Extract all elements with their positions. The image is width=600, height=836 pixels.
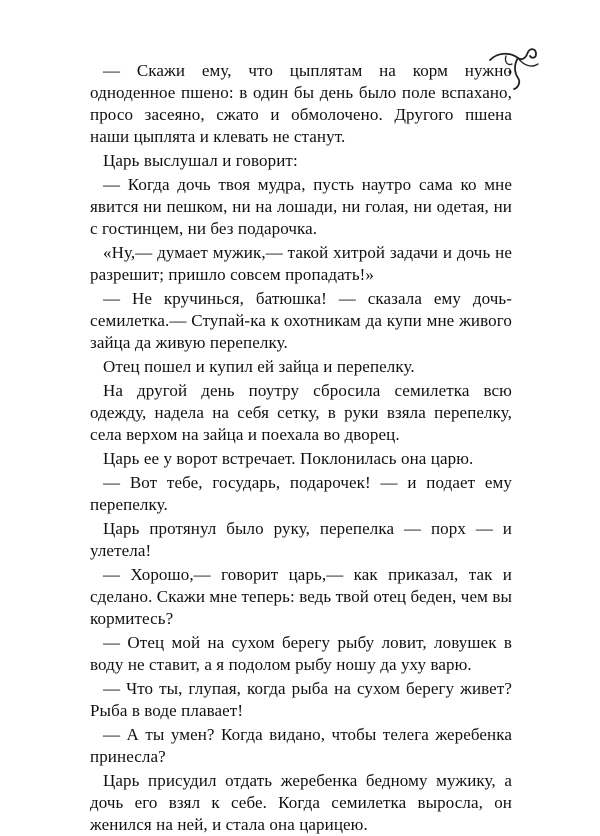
paragraph-08-text: Царь ее у ворот встречает. Поклонилась она царю.	[103, 449, 474, 468]
paragraph-13-text: — Что ты, глупая, когда рыба на сухом берегу живет? Рыба в воде плавает!	[90, 679, 512, 720]
paragraph-08	[90, 448, 512, 470]
paragraph-05-text: — Не кручинься, батюшка! — сказала ему дочь-семилетка.— Ступай-ка к охотникам да купи мне живого зайца да живую перепелку.	[90, 289, 512, 352]
paragraph-01-text: — Скажи ему, что цыплятам на корм нужно одноденное пшено: в один бы день было поле вспахано, просо засеяно, сжато и обмолочено. Другого пшена наши цыплята и клевать не станут.	[90, 61, 512, 146]
paragraph-10	[90, 518, 512, 562]
paragraph-07-text: На другой день поутру сбросила семилетка всю одежду, надела на себя сетку, в руки взяла перепелку, села верхом на зайца и поехала во дворец.	[90, 381, 512, 444]
paragraph-10-text: Царь протянул было руку, перепелка — порх — и улетела!	[90, 519, 512, 560]
paragraph-14-text: — А ты умен? Когда видано, чтобы телега жеребенка принесла?	[90, 725, 512, 766]
paragraph-06-text: Отец пошел и купил ей зайца и перепелку.	[103, 357, 415, 376]
paragraph-12-text: — Отец мой на сухом берегу рыбу ловит, ловушек в воду не ставит, а я подолом рыбу ношу да уху варю.	[90, 633, 512, 674]
paragraph-01	[90, 60, 512, 148]
paragraph-03	[90, 174, 512, 240]
paragraph-15	[90, 770, 512, 836]
paragraph-02	[90, 150, 512, 172]
paragraph-12	[90, 632, 512, 676]
paragraph-02-text: Царь выслушал и говорит:	[103, 151, 298, 170]
paragraph-03-text: — Когда дочь твоя мудра, пусть наутро сама ко мне явится ни пешком, ни на лошади, ни голая, ни одетая, ни с гостинцем, ни без подарочка.	[90, 175, 512, 238]
paragraph-15-text: Царь присудил отдать жеребенка бедному мужику, а дочь его взял к себе. Когда семилетка выросла, он женился на ней, и стала она царицею.	[90, 771, 512, 834]
paragraph-09-text: — Вот тебе, государь, подарочек! — и подает ему перепелку.	[90, 473, 512, 514]
paragraph-09	[90, 472, 512, 516]
paragraph-04	[90, 242, 512, 286]
paragraph-11-text: — Хорошо,— говорит царь,— как приказал, так и сделано. Скажи мне теперь: ведь твой отец беден, чем вы кормитесь?	[90, 565, 512, 628]
paragraph-04-text: «Ну,— думает мужик,— такой хитрой задачи и дочь не разрешит; пришло совсем пропадать!»	[90, 243, 512, 284]
story-text	[90, 60, 512, 836]
paragraph-07	[90, 380, 512, 446]
paragraph-11	[90, 564, 512, 630]
paragraph-06	[90, 356, 512, 378]
paragraph-13	[90, 678, 512, 722]
paragraph-05	[90, 288, 512, 354]
paragraph-14	[90, 724, 512, 768]
